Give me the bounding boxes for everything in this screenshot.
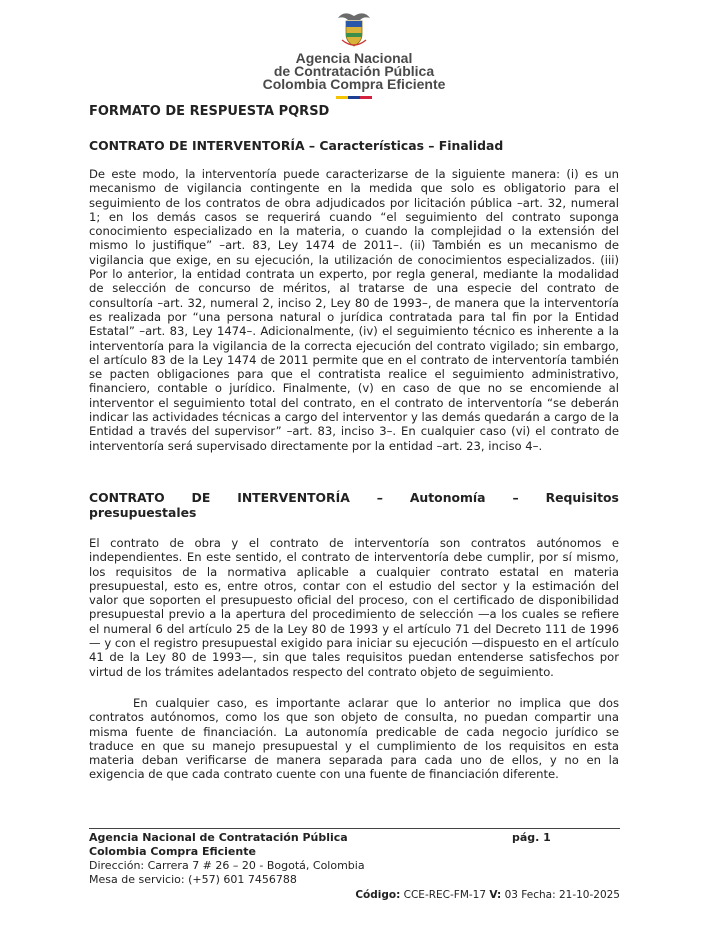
version-label: V:: [489, 889, 502, 901]
section2-paragraph1: El contrato de obra y el contrato de interventoría son contratos autónomos e independientes. En este sentido, el contrato de interventoría debe cumplir, por sí mismo, los requisitos de la normativa aplicable a cualquier contrato estatal en materia presupuestal, esto es, entre otros, contar con el estudio del sector y la estimación del valor que soporten el presupuesto oficial del proceso, con el certificado de disponibilidad presupuestal previo a la apertura del procedimiento de selección —a los cuales se refiere el numeral 6 del artículo 25 de la Ley 80 de 1993 y el artículo 71 del Decreto 111 de 1996— y con el registro presupuestal exigido para iniciar su ejecución —dispuesto en el artículo 41 de la Ley 80 de 1993—, sin que tales requisitos puedan entenderse satisfechos por virtud de los trámites adelantados respecto del contrato objeto de seguimiento.: [89, 536, 619, 679]
flag-stripe: [336, 96, 372, 99]
section2-heading-line2: presupuestales: [89, 505, 197, 520]
code-value: CCE-REC-FM-17: [403, 889, 487, 901]
coat-of-arms-icon: [336, 10, 372, 50]
footer-address: Dirección: Carrera 7 # 26 – 20 - Bogotá, Colombia: [89, 859, 365, 872]
flag-blue: [348, 96, 360, 99]
agency-logo: [258, 8, 450, 100]
page-footer: [89, 831, 620, 901]
flag-yellow: [336, 96, 348, 99]
agency-name-line2: de Contratación Pública: [273, 63, 435, 79]
document-title: FORMATO DE RESPUESTA PQRSD: [89, 104, 330, 119]
section2-paragraph2: En cualquier caso, es importante aclarar que lo anterior no implica que dos contratos autónomos, como los que son objeto de consulta, no puedan compartir una misma fuente de financiación. La autonomía predicable de cada negocio jurídico se traduce en que su manejo presupuestal y el cumplimiento de los requisitos en esta materia deban verificarse de manera separada para cada uno de ellos, y no en la exigencia de que cada contrato cuente con una fuente de financiación diferente.: [89, 696, 619, 782]
heading-word: –: [376, 490, 383, 505]
agency-name: [258, 52, 450, 91]
agency-name-line1: Agencia Nacional: [295, 50, 413, 66]
heading-word: Requisitos: [545, 490, 619, 505]
date-label: Fecha:: [521, 889, 556, 901]
date-value: 21-10-2025: [558, 889, 620, 901]
section1-heading: CONTRATO DE INTERVENTORÍA – Características – Finalidad: [89, 138, 504, 153]
code-label: Código:: [355, 889, 401, 901]
heading-word: –: [512, 490, 519, 505]
heading-word: DE: [191, 490, 211, 505]
section1-paragraph: De este modo, la interventoría puede caracterizarse de la siguiente manera: (i) es un mecanismo de vigilancia contingente en la medida que solo es obligatorio para el seguimiento de los contratos de obra adjudicados por licitación pública –art. 32, numeral 1; en los demás casos se requerirá cuando “el seguimiento del contrato suponga conocimiento especializado en la materia, o cuando la complejidad o la extensión del mismo lo justifique” –art. 83, Ley 1474 de 2011–. (ii) También es un mecanismo de vigilancia que exige, en su ejecución, la utilización de conocimientos especializados. (iii) Por lo anterior, la entidad contrata un experto, por regla general, mediante la modalidad de selección de concurso de méritos, al tratarse de una especie del contrato de consultoría –art. 32, numeral 2, inciso 2, Ley 80 de 1993–, de manera que la interventoría es realizada por “una persona natural o jurídica contratada para tal fin por la Entidad Estatal” –art. 83, Ley 1474–. Adicionalmente, (iv) el seguimiento técnico es inherente a la interventoría para la vigilancia de la correcta ejecución del contrato vigilado; sin embargo, el artículo 83 de la Ley 1474 de 2011 permite que en el contrato de interventoría también se pacten obligaciones para que el contratista realice el seguimiento administrativo, financiero, contable o jurídico. Finalmente, (v) en caso de que no se encomiende al interventor el seguimiento total del contrato, en el contrato de interventoría “se deberán indicar las actividades técnicas a cargo del interventor y las demás quedarán a cargo de la Entidad a través del supervisor” –art. 83, inciso 3–. En cualquier caso (vi) el contrato de interventoría será supervisado directamente por la entidad –art. 23, inciso 4–.: [89, 167, 619, 453]
footer-org-line1: Agencia Nacional de Contratación Pública: [89, 831, 348, 844]
section2-heading-line1: [89, 490, 619, 505]
footer-service: Mesa de servicio: (+57) 601 7456788: [89, 873, 297, 886]
flag-red: [360, 96, 372, 99]
heading-word: Autonomía: [409, 490, 486, 505]
document-code: [355, 888, 620, 902]
heading-word: CONTRATO: [89, 490, 165, 505]
page-number: pág. 1: [512, 831, 551, 844]
agency-name-line3: Colombia Compra Eficiente: [262, 76, 446, 92]
version-value: 03: [504, 889, 518, 901]
footer-divider: [89, 828, 620, 829]
heading-word: INTERVENTORÍA: [237, 490, 350, 505]
footer-org-line2: Colombia Compra Eficiente: [89, 845, 256, 858]
section2-heading: [89, 490, 619, 520]
